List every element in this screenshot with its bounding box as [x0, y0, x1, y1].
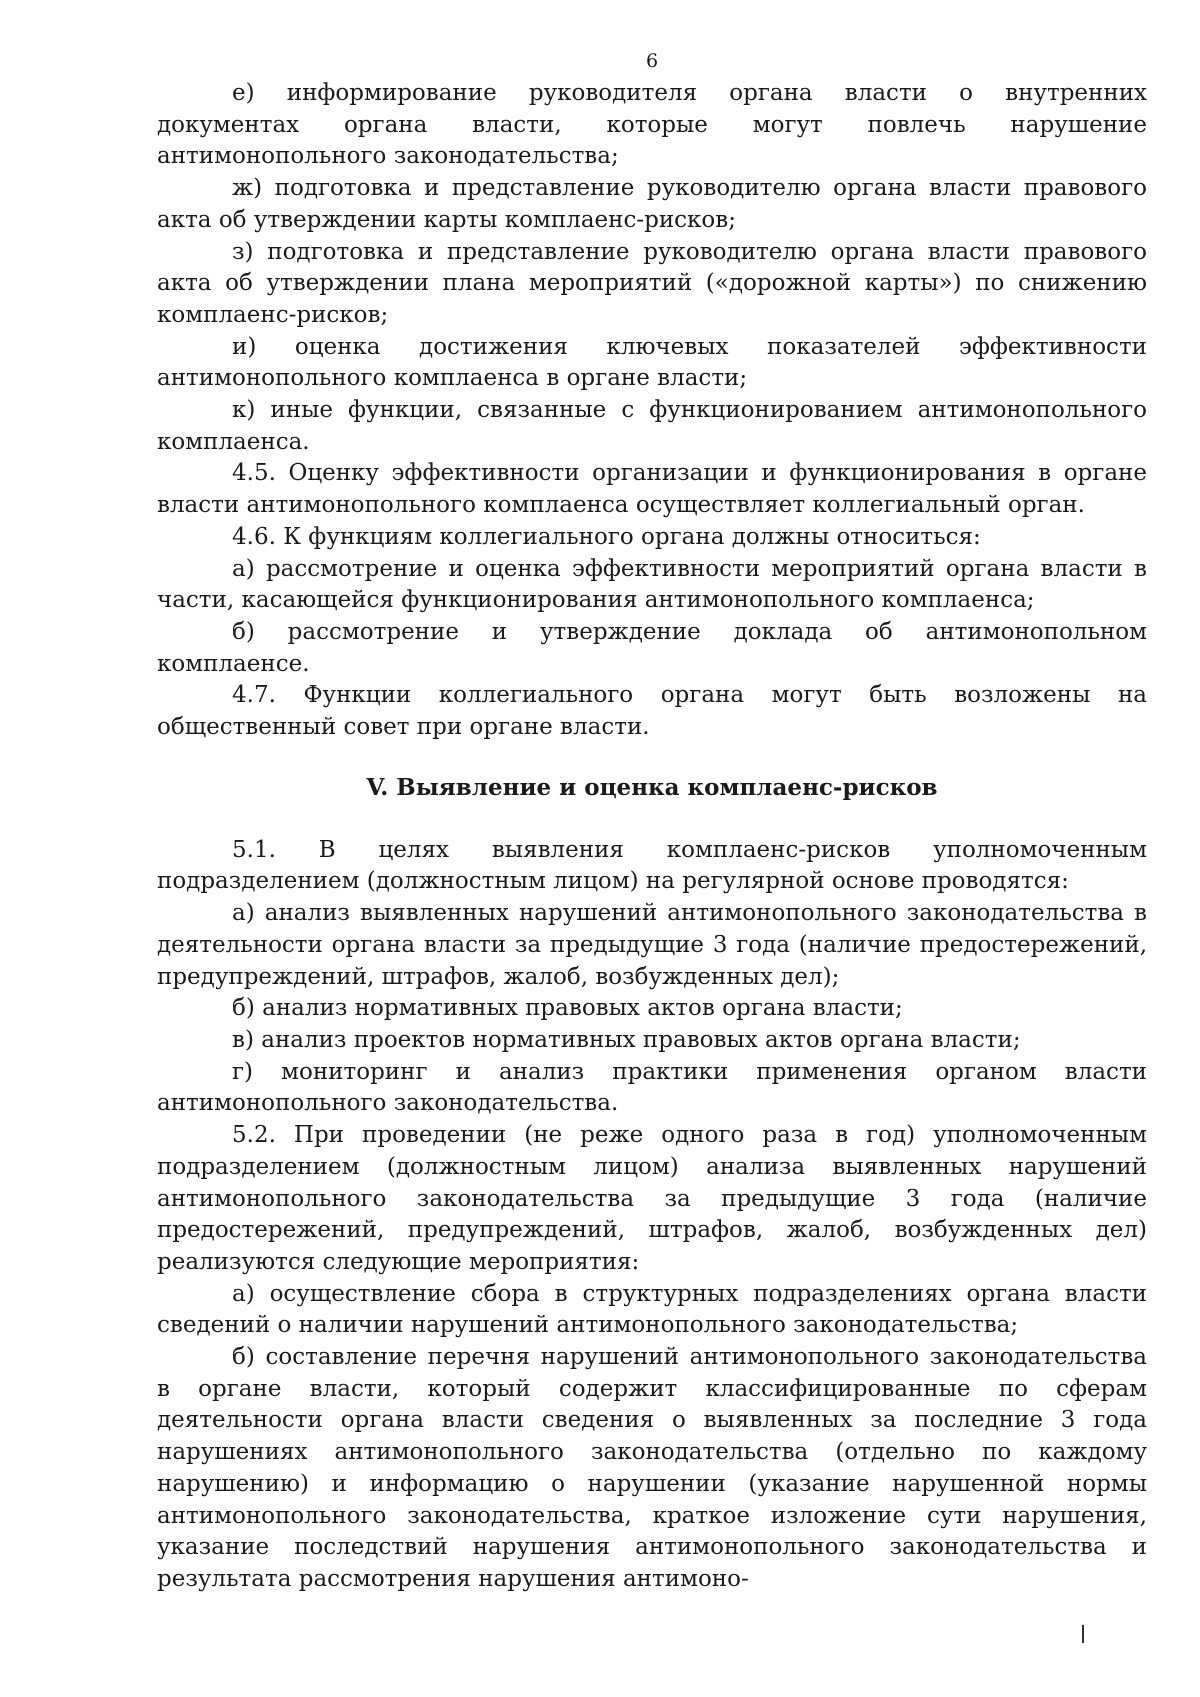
page-number: 6 — [645, 50, 659, 72]
section-heading: V. Выявление и оценка комплаенс-рисков — [366, 773, 938, 801]
paragraph: 4.5. Оценку эффективности организации и функционирования в органе власти антимонопольного комплаенса осуществляет коллегиальный орган. — [157, 460, 1147, 519]
paragraph: г) мониторинг и анализ практики применения органом власти антимонопольного законодательства. — [157, 1058, 1147, 1117]
paragraph: е) информирование руководителя органа власти о внутренних документах органа власти, которые могут повлечь нарушение антимонопольного законодательства; — [157, 80, 1147, 170]
paragraph: 4.6. К функциям коллегиального органа должны относиться: — [232, 523, 981, 550]
paragraph: б) составление перечня нарушений антимонопольного законодательства в органе власти, который содержит классифицированные по сферам деятельности органа власти сведения о выявленных за последние 3 года нарушениях антимонопольного законодательства (отдельно по каждому нарушению) и информацию о нарушении (указание нарушенной нормы антимонопольного законодательства, краткое изложение сути нарушения, указание последствий нарушения антимонопольного законодательства и результата рассмотрения нарушения антимоно- — [157, 1344, 1147, 1592]
paragraph: 5.1. В целях выявления комплаенс-рисков уполномоченным подразделением (должностным лицом) на регулярной основе проводятся: — [157, 836, 1147, 895]
paragraph: и) оценка достижения ключевых показателей эффективности антимонопольного комплаенса в органе власти; — [157, 333, 1147, 392]
section-4-functions — [157, 78, 1147, 744]
paragraph: в) анализ проектов нормативных правовых актов органа власти; — [232, 1026, 1021, 1053]
paragraph: б) рассмотрение и утверждение доклада об антимонопольном комплаенсе. — [157, 618, 1147, 677]
paragraph: а) рассмотрение и оценка эффективности мероприятий органа власти в части, касающейся функционирования антимонопольного комплаенса; — [157, 555, 1147, 614]
document-page — [157, 48, 1147, 1596]
paragraph: 4.7. Функции коллегиального органа могут быть возложены на общественный совет при органе власти. — [157, 682, 1147, 741]
paragraph: а) осуществление сбора в структурных подразделениях органа власти сведений о наличии нарушений антимонопольного законодательства; — [157, 1280, 1147, 1339]
paragraph: з) подготовка и представление руководителю органа власти правового акта об утверждении плана мероприятий («дорожной карты») по снижению комплаенс-рисков; — [157, 238, 1147, 328]
paragraph: ж) подготовка и представление руководителю органа власти правового акта об утверждении карты комплаенс-рисков; — [157, 175, 1147, 233]
section-5-body — [157, 835, 1147, 1596]
paragraph: к) иные функции, связанные с функционированием антимонопольного комплаенса. — [157, 397, 1147, 455]
scan-mark — [1082, 1625, 1084, 1643]
paragraph: а) анализ выявленных нарушений антимонопольного законодательства в деятельности органа власти за предыдущие 3 года (наличие предостережений, предупреждений, штрафов, жалоб, возбужденных дел); — [157, 900, 1147, 990]
paragraph: б) анализ нормативных правовых актов органа власти; — [232, 995, 903, 1022]
paragraph: 5.2. При проведении (не реже одного раза в год) уполномоченным подразделением (должностным лицом) анализа выявленных нарушений антимонопольного законодательства за предыдущие 3 года (наличие предостережений, предупреждений, штрафов, жалоб, возбужденных дел) реализуются следующие мероприятия: — [157, 1122, 1147, 1275]
